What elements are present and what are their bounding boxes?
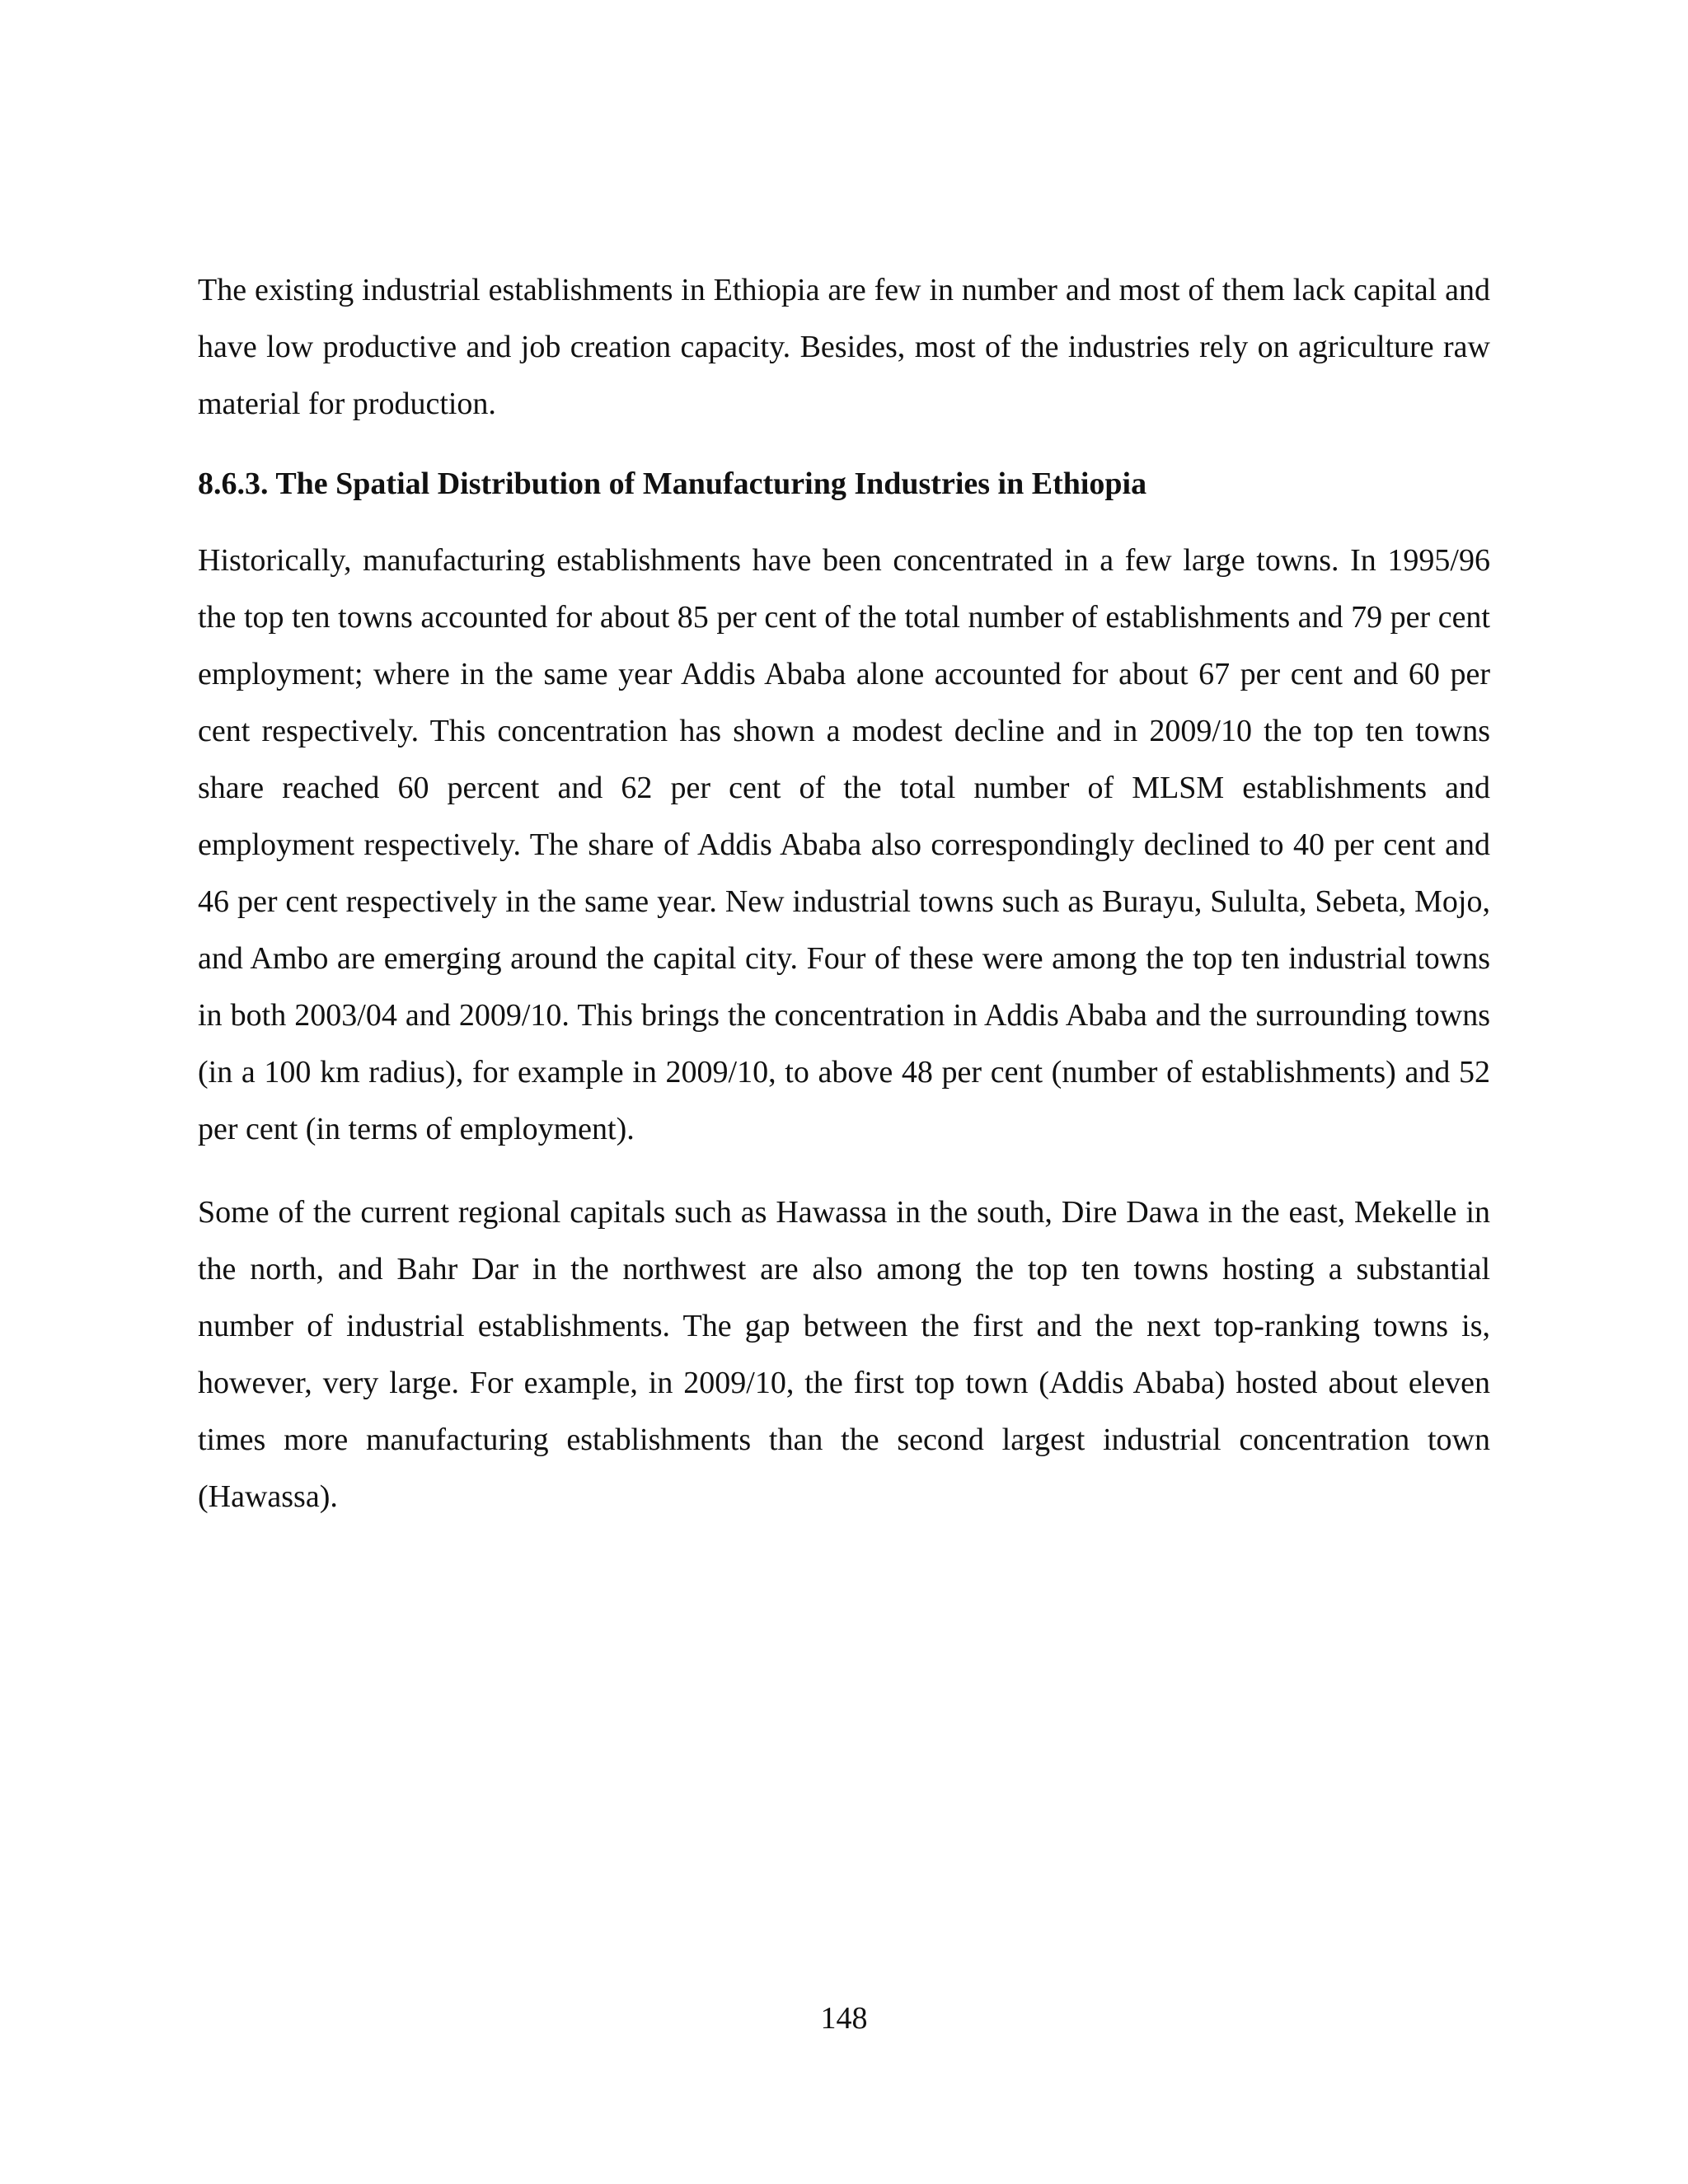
page-number: 148 (820, 2001, 868, 2036)
spacer (198, 513, 1490, 532)
historical-concentration-paragraph: Historically, manufacturing establishments have been concentrated in a few large towns. In 1995/96 the top ten towns accounted for about 85 per cent of the total number of establishments and 79 per cent employment; where in the same year Addis Ababa alone accounted for about 67 per cent and 60 per cent respectively. This concentration has shown a modest decline and in 2009/10 the top ten towns share reached 60 percent and 62 per cent of the total number of MLSM establishments and employment respectively. The share of Addis Ababa also correspondingly declined to 40 per cent and 46 per cent respectively in the same year. New industrial towns such as Burayu, Sululta, Sebeta, Mojo, and Ambo are emerging around the capital city. Four of these were among the top ten industrial towns in both 2003/04 and 2009/10. This brings the concentration in Addis Ababa and the surrounding towns (in a 100 km radius), for example in 2009/10, to above 48 per cent (number of establishments) and 52 per cent (in terms of employment). (198, 543, 1490, 1146)
regional-capitals-paragraph: Some of the current regional capitals such as Hawassa in the south, Dire Dawa in the east, Mekelle in the north, and Bahr Dar in the northwest are also among the top ten towns hosting a substantial number of industrial establishments. The gap between the first and the next top-ranking towns is, however, very large. For example, in 2009/10, the first top town (Addis Ababa) hosted about eleven times more manufacturing establishments than the second largest industrial concentration town (Hawassa). (198, 1195, 1490, 1514)
page-content (198, 262, 1490, 1526)
intro-paragraph: The existing industrial establishments in Ethiopia are few in number and most of them lack capital and have low productive and job creation capacity. Besides, most of the industries rely on agriculture raw material for production. (198, 273, 1490, 421)
spacer (198, 1158, 1490, 1184)
spacer (198, 433, 1490, 456)
section-heading: 8.6.3. The Spatial Distribution of Manufacturing Industries in Ethiopia (198, 466, 1147, 501)
